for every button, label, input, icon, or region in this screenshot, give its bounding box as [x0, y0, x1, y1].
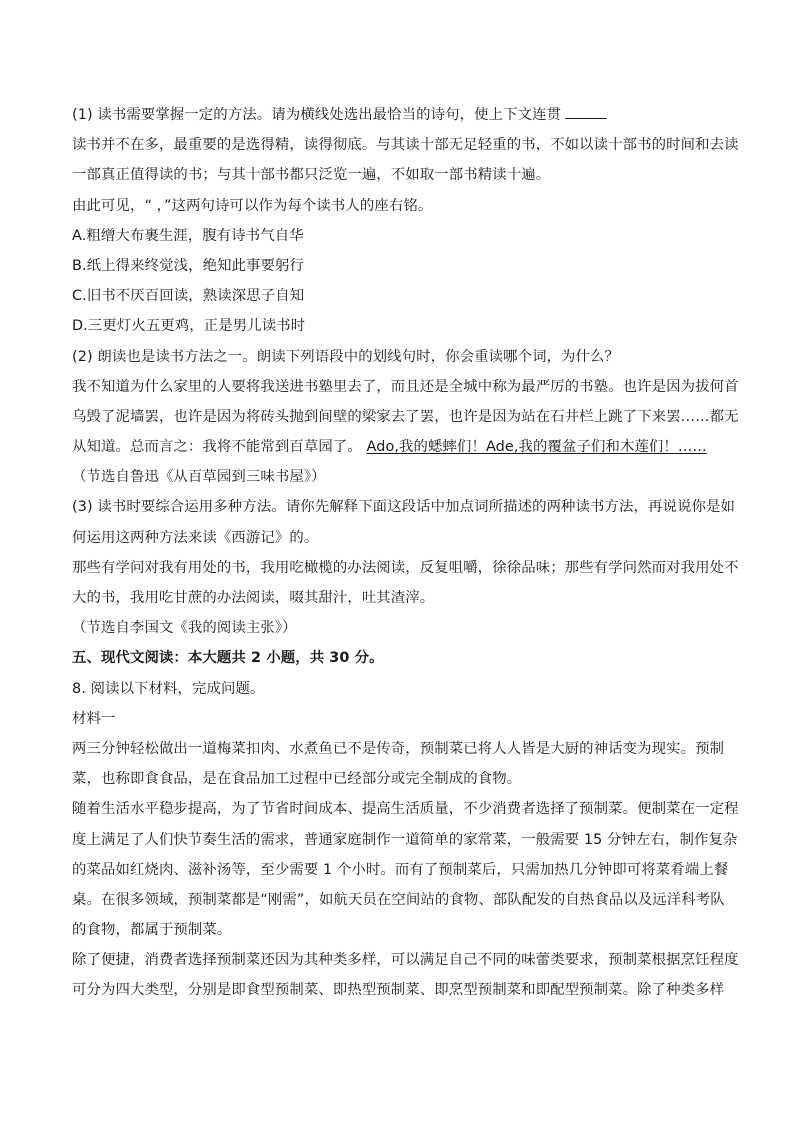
material-line: 的菜品如红烧肉、滋补汤等，至少需要 1 个小时。而有了预制菜后，只需加热几分钟即可将菜肴端上餐	[72, 861, 729, 878]
source-citation: （节选自鲁迅《从百草园到三味书屋》）	[72, 469, 326, 486]
material-line: 除了便捷，消费者选择预制菜还因为其种类多样，可以满足自己不同的味蕾类要求，预制菜根据烹饪程度	[72, 952, 739, 969]
passage-line: 由此可见，“ ，”这两句诗可以作为每个读书人的座右铭。	[72, 197, 433, 214]
question-7-3-prompt: (3) 读书时要综合运用多种方法。请你先解释下面这段话中加点词所描述的两种读书方法，再说说你是如	[72, 499, 735, 516]
material-line: 桌。在很多领域，预制菜都是“刚需”，如航天员在空间站的食物、部队配发的自热食品以及远洋科考队	[72, 891, 725, 908]
option-b: B.纸上得来终觉浅，绝知此事要躬行	[72, 257, 305, 274]
option-a: A.粗缯大布裹生涯，腹有诗书气自华	[72, 227, 304, 244]
passage-line: 乌毁了泥墙罢，也许是因为将砖头抛到间壁的梁家去了罢，也许是因为站在石井栏上跳了下来罢……都无	[72, 408, 739, 425]
passage-line: 我不知道为什么家里的人要将我送进书塾里去了，而且还是全城中称为最严厉的书塾。也许是因为拔何首	[72, 378, 739, 395]
question-7-1-prompt: (1) 读书需要掌握一定的方法。请为横线处选出最恰当的诗句，使上下文连贯	[72, 100, 722, 130]
passage-line: 从知道。总而言之：我将不能常到百草园了。 Ado,我的蟋蟀们！Ade,我的覆盆子们和木莲们！……	[72, 439, 707, 456]
document-page	[72, 100, 739, 1006]
material-line: 可分为四大类型，分别是即食型预制菜、即热型预制菜、即烹型预制菜和即配型预制菜。除了种类多样	[72, 982, 725, 999]
question-8-prompt: 8. 阅读以下材料，完成问题。	[72, 680, 265, 697]
material-line: 的食物，都属于预制菜。	[72, 922, 232, 939]
passage-line: 读书并不在多，最重要的是选得精，读得彻底。与其读十部无足轻重的书，不如以读十部书的时间和去读	[72, 137, 739, 154]
material-line: 度上满足了人们快节奏生活的需求，普通家庭制作一道简单的家常菜，一般需要 15 分钟左右，制作复杂	[72, 831, 738, 848]
material-line: 菜，也称即食食品，是在食品加工过程中已经部分或完全制成的食物。	[72, 771, 522, 788]
question-7-3-prompt-cont: 何运用这两种方法来读《西游记》的。	[72, 529, 319, 546]
material-line: 两三分钟轻松做出一道梅菜扣肉、水煮鱼已不是传奇，预制菜已将人人皆是大厨的神话变为现实。预制	[72, 740, 725, 757]
material-label: 材料一	[72, 710, 116, 727]
answer-blank	[565, 106, 607, 119]
passage-line: 大的书，我用吃甘蔗的办法阅读，啜其甜汁，吐其渣滓。	[72, 590, 435, 606]
material-line: 随着生活水平稳步提高，为了节省时间成本、提高生活质量，不少消费者选择了预制菜。便制菜在一定程	[72, 801, 739, 818]
underlined-sentence: Ado,我的蟋蟀们！Ade,我的覆盆子们和木莲们！……	[366, 439, 707, 456]
option-c: C.旧书不厌百回读，熟读深思子自知	[72, 288, 305, 305]
question-7-2-prompt: (2) 朗读也是读书方法之一。朗读下列语段中的划线句时，你会重读哪个词，为什么？	[72, 348, 620, 365]
section-heading: 五、现代文阅读：本大题共 2 小题，共 30 分。	[72, 650, 384, 667]
option-d: D.三更灯火五更鸡，正是男儿读书时	[72, 318, 306, 335]
passage-line: 那些有学问对我有用处的书，我用吃橄榄的办法阅读，反复咀嚼，徐徐品味；那些有学问然而对我用处不	[72, 559, 739, 576]
source-citation: （节选自李国文《我的阅读主张》）	[72, 620, 297, 637]
passage-line: 一部真正值得读的书；与其十部书都只泛览一遍，不如取一部书精读十遍。	[72, 167, 551, 184]
